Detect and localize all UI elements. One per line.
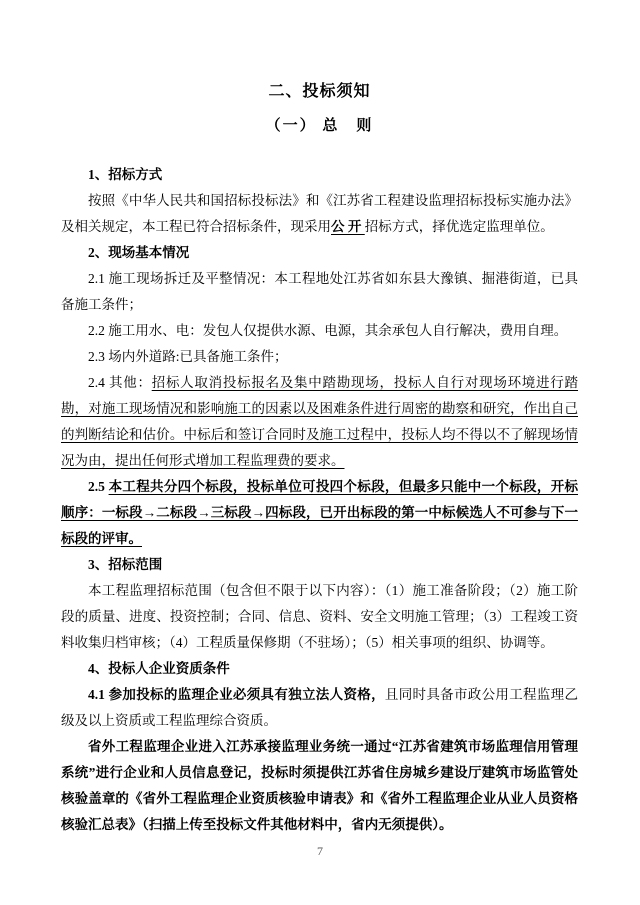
document-title: 二、投标须知	[268, 83, 371, 100]
paragraph-4-1	[61, 682, 578, 734]
section-heading-1: 1、招标方式	[88, 167, 163, 182]
paragraph-1-post: 招标方式，择优选定监理单位。	[364, 219, 554, 234]
paragraph-5: 省外工程监理企业进入江苏承接监理业务统一通过“江苏省建筑市场监理信用管理系统”进行企业和人员信息登记，投标时须提供江苏省住房城乡建设厅建筑市场监管处核验盖章的《省外工程监理企业资质核验申请表》和《省外工程监理企业从业人员资格核验汇总表》（扫描上传至投标文件其他材料中，省内无须提供）。	[61, 739, 578, 832]
paragraph-2-5	[61, 474, 578, 552]
paragraph-2-4-underlined: 招标人取消投标报名及集中踏勘现场，投标人自行对现场环境进行踏勘，对施工现场情况和影响施工的因素以及困难条件进行周密的勘察和研究，作出自己的判断结论和估价。中标后和签订合同时及施工过程中，投标人均不得以不了解现场情况为由，提出任何形式增加工程监理费的要求。	[61, 375, 579, 468]
paragraph-2-1: 2.1 施工现场拆迁及平整情况：本工程地处江苏省如东县大豫镇、掘港街道，已具备施工条件；	[61, 271, 578, 312]
paragraph-2-5-underlined: 本工程共分四个标段，投标单位可投四个标段，但最多只能中一个标段，开标顺序：一标段→二标段→三标段→四标段，已开出标段的第一中标候选人不可参与下一标段的评审。	[61, 479, 579, 546]
page-number: 7	[317, 844, 323, 858]
paragraph-3: 本工程监理招标范围（包含但不限于以下内容）：（1）施工准备阶段；（2）施工阶段的质量、进度、投资控制；合同、信息、资料、安全文明施工管理；（3）工程竣工资料收集归档审核；（4）工程质量保修期（不驻场）；（5）相关事项的组织、协调等。	[61, 583, 578, 650]
section-heading-4: 4、投标人企业资质条件	[88, 661, 230, 676]
section-heading-3: 3、招标范围	[88, 557, 163, 572]
paragraph-2-4	[61, 370, 578, 474]
section-heading-2: 2、现场基本情况	[88, 245, 190, 260]
bid-method-blank: 公 开	[331, 219, 365, 234]
paragraph-4-1-bold: 4.1 参加投标的监理企业必须具有独立法人资格，	[88, 687, 385, 702]
paragraph-2-4-label: 2.4 其他：	[88, 375, 152, 390]
paragraph-4-1-rest: 且同时具备市政公用工程监理乙级及以上资质或工程监理综合资质。	[61, 687, 579, 728]
paragraph-1-pre: 按照《中华人民共和国招标投标法》和《江苏省工程建设监理招标投标实施办法》及相关规定，本工程已符合招标条件，现采用	[61, 193, 578, 234]
paragraph-2-2: 2.2 施工用水、电：发包人仅提供水源、电源，其余承包人自行解决，费用自理。	[88, 323, 568, 338]
paragraph-2-3: 2.3 场内外道路:已具备施工条件；	[88, 349, 288, 364]
paragraph-1	[61, 188, 578, 240]
paragraph-2-5-label: 2.5	[88, 479, 109, 494]
document-subtitle: （一） 总 则	[265, 118, 374, 134]
